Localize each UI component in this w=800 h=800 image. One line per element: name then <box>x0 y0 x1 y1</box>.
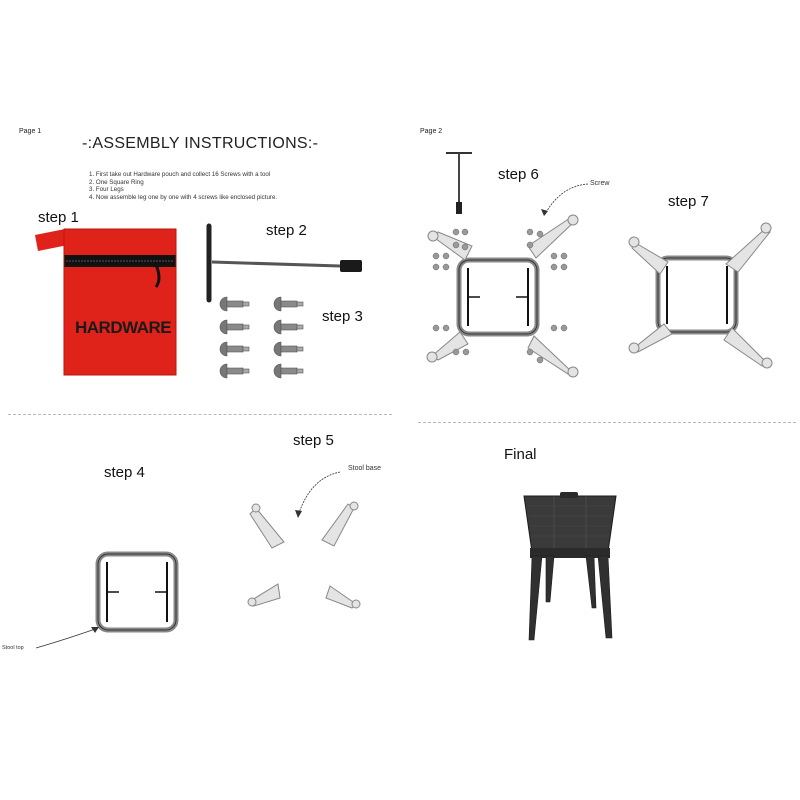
step-7-label: step 7 <box>668 193 709 210</box>
instruction-item: 2. One Square Ring <box>89 178 144 186</box>
step-5-legs-diagram <box>240 470 380 610</box>
assembly-title: -:ASSEMBLY INSTRUCTIONS:- <box>82 135 319 152</box>
divider-left <box>8 414 392 415</box>
step-2-label: step 2 <box>266 222 307 239</box>
final-product-image <box>520 490 620 642</box>
step-3-label: step 3 <box>322 308 363 325</box>
final-label: Final <box>504 446 537 463</box>
instruction-list <box>89 171 277 201</box>
pouch-hardware-text: HARDWARE <box>75 318 172 337</box>
instruction-item: 1. First take out Hardware pouch and collect 16 Screws with a tool <box>89 171 271 178</box>
step-5-label: step 5 <box>293 432 334 449</box>
step-6-exploded-diagram <box>420 176 590 376</box>
step-6-label: step 6 <box>498 166 539 183</box>
page-1-label: Page 1 <box>19 128 42 135</box>
step-1-label: step 1 <box>38 209 79 226</box>
step-4-ring-diagram <box>0 550 190 660</box>
stool-base-label: Stool base <box>348 465 382 472</box>
step-7-assembled-diagram <box>626 216 776 372</box>
page-2-label: Page 2 <box>420 128 443 135</box>
screw-label: Screw <box>590 180 610 187</box>
screws-grid <box>225 294 315 386</box>
instruction-item: 3. Four Legs <box>89 186 124 194</box>
step-4-label: step 4 <box>104 464 145 481</box>
divider-right <box>418 422 796 423</box>
hardware-pouch-image <box>30 225 180 377</box>
stool-top-label: Stool top <box>2 645 24 651</box>
instruction-item: 4. Now assemble leg one by one with 4 screws like enclosed picture. <box>89 193 278 201</box>
